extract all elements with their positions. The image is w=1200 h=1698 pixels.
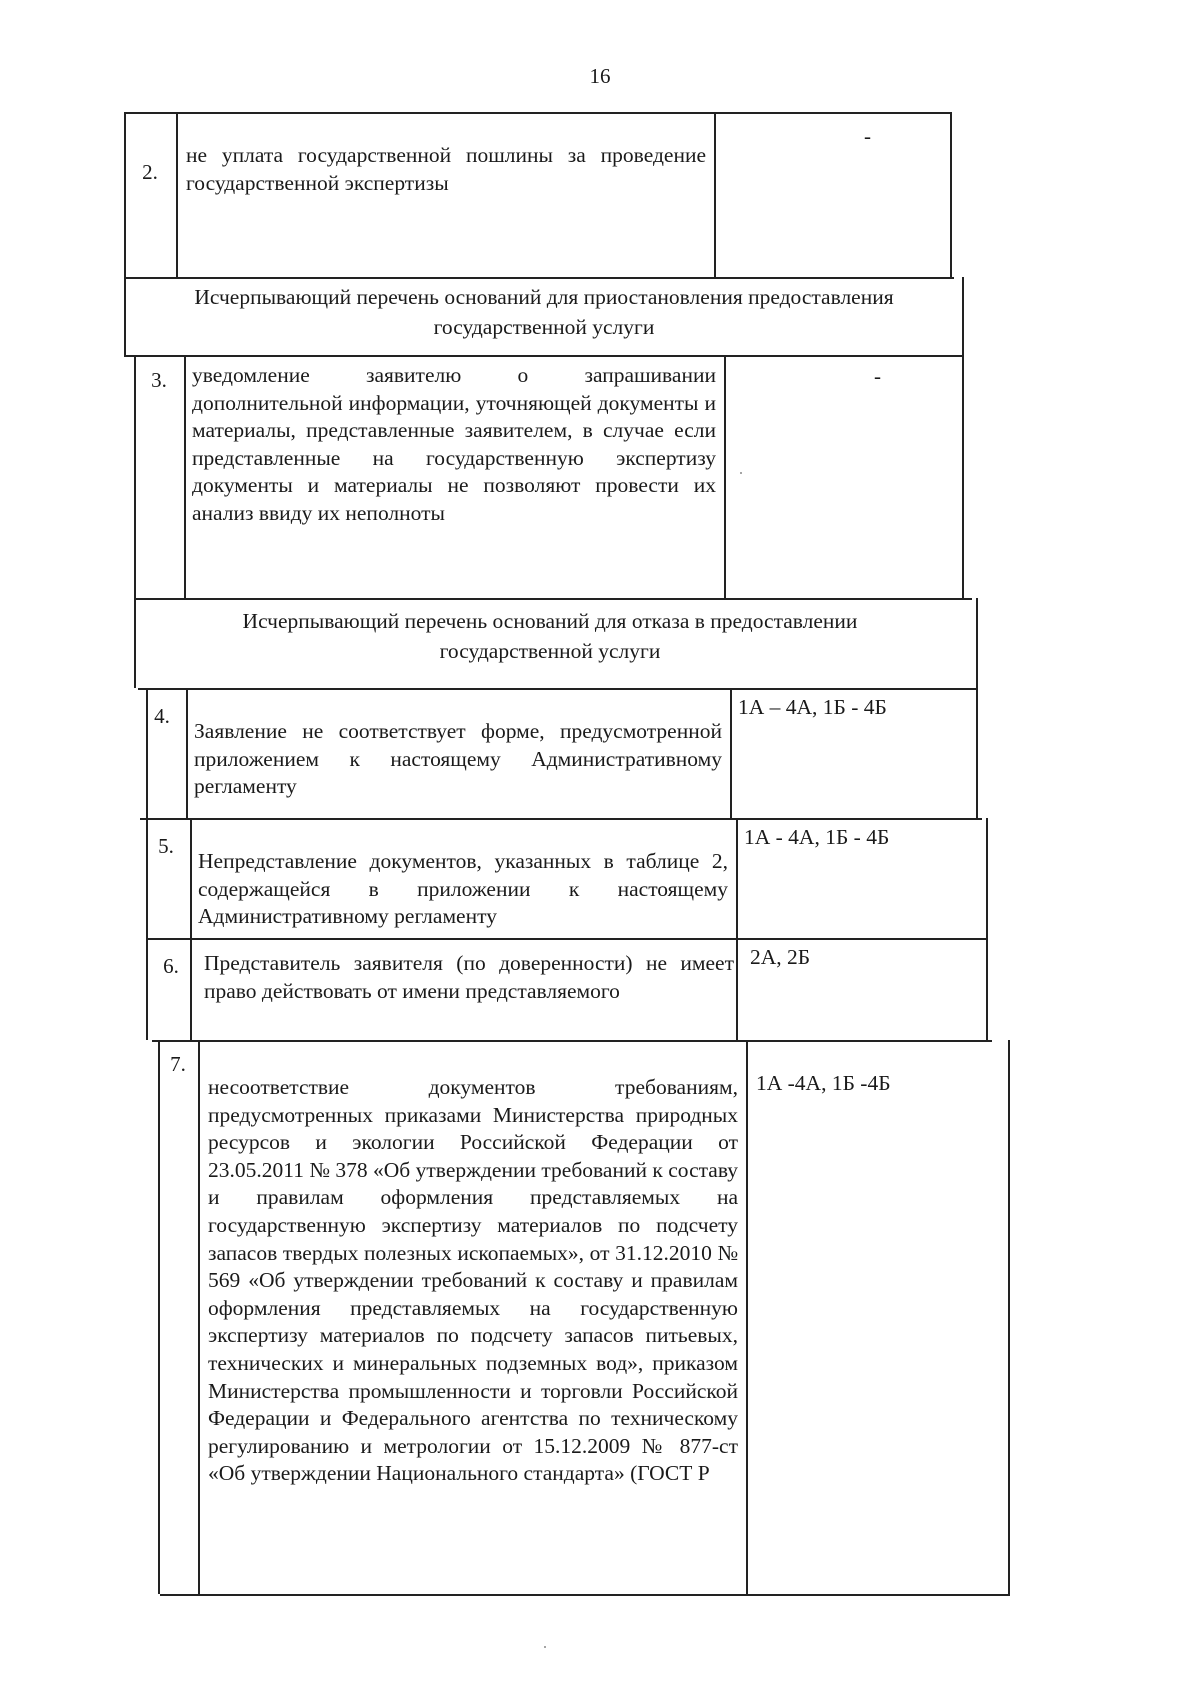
table-border-left [158, 1040, 160, 1594]
table-rule [160, 1594, 1010, 1596]
column-divider [186, 688, 188, 818]
table-rule [124, 355, 964, 357]
row-text: Непредставление документов, указанных в таблице 2, содержащейся в приложении к настоящему Административному регламенту [198, 849, 728, 929]
row-number: 5. [158, 834, 174, 858]
table-rule [124, 277, 954, 279]
table-rule [146, 938, 988, 940]
scan-speck [544, 1646, 546, 1648]
row-text: несоответствие документов требованиям, предусмотренных приказами Министерства природных ресурсов и экологии Российской Федерации от 23.05.2011 № 378 «Об утверждении требований к составу и правилам оформления представляемых на государственную экспертизу материалов по подсчету запасов твердых полезных ископаемых», от 31.12.2010 № 569 «Об утверждении требований к составу и правилам оформления представляемых на государственную экспертизу материалов по подсчету запасов питьевых, технических и минеральных подземных вод», приказом Министерства промышленности и торговли Российской Федерации и Федерального агентства по техническому регулированию и метрологии от 15.12.2009 № 877-ст «Об утверждении Национального стандарта» (ГОСТ Р [208, 1075, 738, 1486]
table-border-left [146, 688, 148, 1040]
column-divider [736, 818, 738, 1040]
column-divider [746, 1040, 748, 1594]
table-rule [140, 818, 982, 820]
row-reference: 1А - 4А, 1Б - 4Б [744, 825, 890, 849]
row-text: Заявление не соответствует форме, предусмотренной приложением к настоящему Административному регламенту [194, 719, 722, 799]
scan-speck [740, 472, 742, 474]
section-heading: Исчерпывающий перечень оснований для отказа в предоставлении государственной услуги [242, 609, 858, 663]
row-number: 7. [170, 1052, 186, 1076]
table-border-left [124, 112, 126, 355]
row-text: уведомление заявителю о запрашивании дополнительной информации, уточняющей документы и материалы, представленные заявителем, в случае если представленные на государственную экспертизу документы и материалы не позволяют провести их анализ ввиду их неполноты [192, 363, 716, 525]
row-reference: 1А -4А, 1Б -4Б [756, 1071, 891, 1095]
column-divider [724, 355, 726, 598]
column-divider [198, 1040, 200, 1594]
row-text: Представитель заявителя (по доверенности) не имеет право действовать от имени представляемого [204, 951, 734, 1003]
table-border-right [986, 818, 988, 1040]
table-rule [138, 688, 978, 690]
column-divider [190, 818, 192, 1040]
row-number: 4. [154, 704, 170, 728]
page-number: 16 [589, 64, 611, 88]
column-divider [714, 112, 716, 277]
row-number: 6. [163, 954, 179, 978]
column-divider [730, 688, 732, 818]
table-border-right [976, 598, 978, 818]
table-border-right [1008, 1040, 1010, 1594]
row-reference: 2А, 2Б [750, 945, 811, 969]
table-border-left [134, 355, 136, 688]
grounds-table [124, 112, 1080, 1602]
row-number: 3. [151, 368, 167, 392]
row-reference: - [864, 124, 871, 148]
row-reference: 1А – 4А, 1Б - 4Б [738, 695, 887, 719]
row-number: 2. [142, 160, 158, 184]
column-divider [176, 112, 178, 277]
row-text: не уплата государственной пошлины за проведение государственной экспертизы [186, 143, 706, 195]
column-divider [184, 355, 186, 598]
table-rule [134, 598, 972, 600]
section-heading: Исчерпывающий перечень оснований для приостановления предоставления государственной услуги [194, 285, 894, 339]
table-border-right [962, 277, 964, 598]
table-rule [152, 1040, 992, 1042]
table-rule [124, 112, 950, 114]
table-border-right [950, 112, 952, 277]
row-reference: - [874, 364, 881, 388]
